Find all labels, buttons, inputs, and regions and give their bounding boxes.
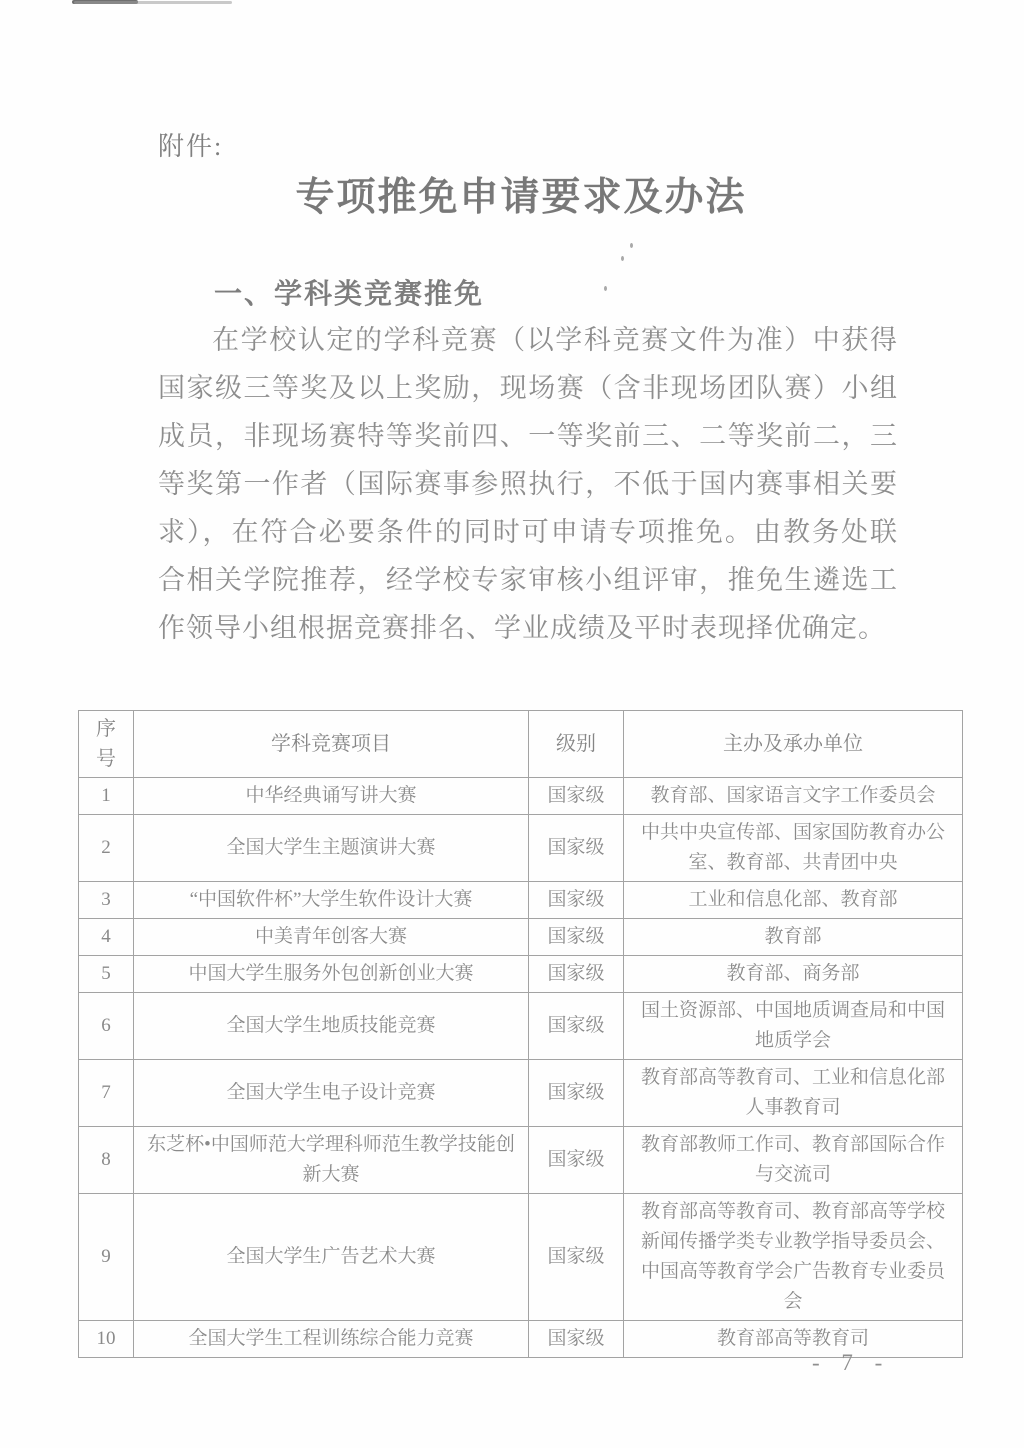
cell-index: 9	[79, 1194, 134, 1321]
table-row	[79, 919, 963, 956]
table-header-row	[79, 711, 963, 778]
cell-level: 国家级	[529, 1060, 624, 1127]
scan-artifact-speck	[621, 256, 624, 261]
cell-organizer: 工业和信息化部、教育部	[624, 882, 963, 919]
cell-level: 国家级	[529, 956, 624, 993]
cell-level: 国家级	[529, 1321, 624, 1358]
table-row	[79, 778, 963, 815]
cell-competition-name: 中国大学生服务外包创新创业大赛	[134, 956, 529, 993]
cell-index: 7	[79, 1060, 134, 1127]
cell-competition-name: 全国大学生广告艺术大赛	[134, 1194, 529, 1321]
table-row	[79, 882, 963, 919]
col-header-index: 序号	[79, 711, 134, 778]
cell-organizer: 教育部高等教育司	[624, 1321, 963, 1358]
cell-organizer: 教育部	[624, 919, 963, 956]
cell-index: 5	[79, 956, 134, 993]
cell-index: 1	[79, 778, 134, 815]
attachment-label: 附件:	[158, 132, 224, 161]
cell-competition-name: 全国大学生工程训练综合能力竞赛	[134, 1321, 529, 1358]
section-heading: 一、学科类竞赛推免	[214, 279, 485, 310]
cell-organizer: 中共中央宣传部、国家国防教育办公室、教育部、共青团中央	[624, 815, 963, 882]
table-row	[79, 1194, 963, 1321]
cell-level: 国家级	[529, 815, 624, 882]
cell-level: 国家级	[529, 882, 624, 919]
body-paragraph: 在学校认定的学科竞赛（以学科竞赛文件为准）中获得国家级三等奖及以上奖励，现场赛（含非现场团队赛）小组成员，非现场赛特等奖前四、一等奖前三、二等奖前二，三等奖第一作者（国际赛事参照执行，不低于国内赛事相关要求），在符合必要条件的同时可申请专项推免。由教务处联合相关学院推荐，经学校专家审核小组评审，推免生遴选工作领导小组根据竞赛排名、学业成绩及平时表现择优确定。	[158, 325, 898, 643]
competition-table	[78, 710, 963, 1358]
col-header-organizer: 主办及承办单位	[624, 711, 963, 778]
cell-competition-name: 全国大学生地质技能竞赛	[134, 993, 529, 1060]
cell-competition-name: “中国软件杯”大学生软件设计大赛	[134, 882, 529, 919]
cell-index: 2	[79, 815, 134, 882]
table-row	[79, 956, 963, 993]
cell-competition-name: 中华经典诵写讲大赛	[134, 778, 529, 815]
cell-index: 3	[79, 882, 134, 919]
cell-organizer: 教育部高等教育司、工业和信息化部人事教育司	[624, 1060, 963, 1127]
cell-organizer: 教育部、国家语言文字工作委员会	[624, 778, 963, 815]
table-row	[79, 1127, 963, 1194]
cell-index: 4	[79, 919, 134, 956]
cell-competition-name: 全国大学生主题演讲大赛	[134, 815, 529, 882]
col-header-competition: 学科竞赛项目	[134, 711, 529, 778]
cell-index: 10	[79, 1321, 134, 1358]
scan-artifact-speck	[604, 286, 607, 291]
table-body	[79, 778, 963, 1358]
table-row	[79, 993, 963, 1060]
cell-level: 国家级	[529, 919, 624, 956]
page-number: - 7 -	[812, 1350, 891, 1375]
table-row	[79, 1060, 963, 1127]
cell-competition-name: 东芝杯•中国师范大学理科师范生教学技能创新大赛	[134, 1127, 529, 1194]
cell-organizer: 国土资源部、中国地质调查局和中国地质学会	[624, 993, 963, 1060]
cell-competition-name: 中美青年创客大赛	[134, 919, 529, 956]
cell-level: 国家级	[529, 1127, 624, 1194]
cell-index: 8	[79, 1127, 134, 1194]
cell-index: 6	[79, 993, 134, 1060]
cell-level: 国家级	[529, 778, 624, 815]
cell-competition-name: 全国大学生电子设计竞赛	[134, 1060, 529, 1127]
cell-organizer: 教育部、商务部	[624, 956, 963, 993]
cell-level: 国家级	[529, 993, 624, 1060]
col-header-level: 级别	[529, 711, 624, 778]
document-title: 专项推免申请要求及办法	[295, 176, 747, 219]
cell-organizer: 教育部高等教育司、教育部高等学校新闻传播学类专业教学指导委员会、中国高等教育学会广告教育专业委员会	[624, 1194, 963, 1321]
scan-artifact-streak-light	[74, 1, 232, 4]
cell-level: 国家级	[529, 1194, 624, 1321]
table-row	[79, 815, 963, 882]
scan-artifact-speck	[630, 243, 633, 248]
cell-organizer: 教育部教师工作司、教育部国际合作与交流司	[624, 1127, 963, 1194]
